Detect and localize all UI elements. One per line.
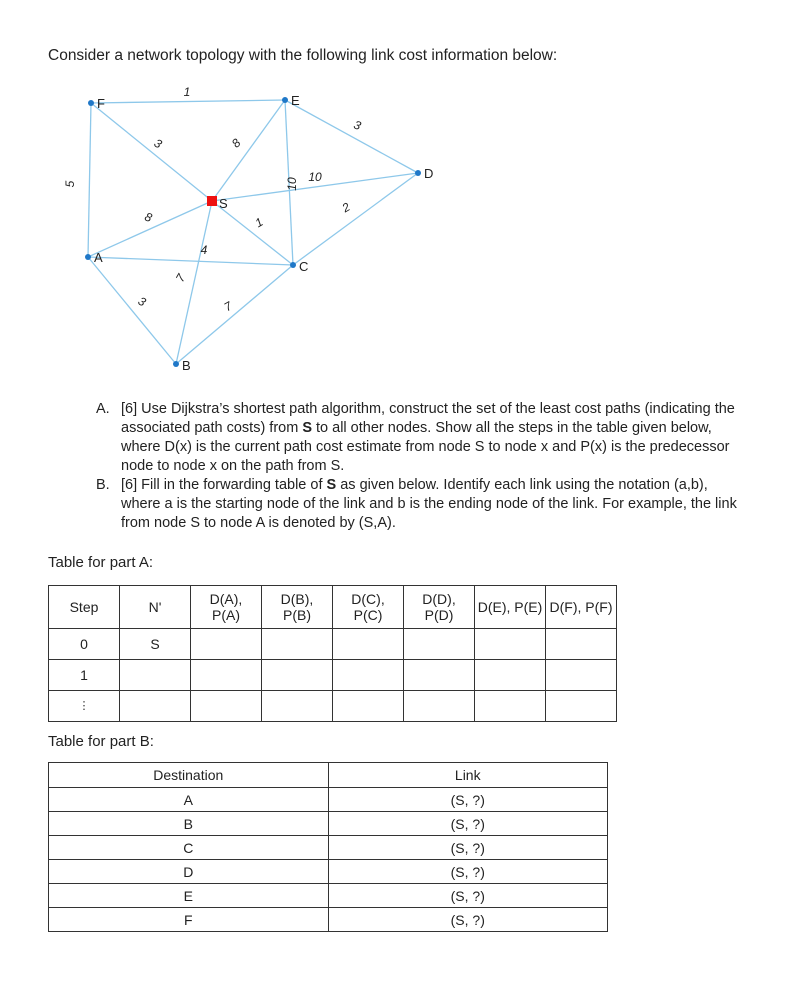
table-a-cell bbox=[475, 660, 546, 691]
table-b-cell: E bbox=[49, 884, 329, 908]
table-a-cell bbox=[120, 660, 191, 691]
node-c bbox=[290, 262, 296, 268]
intro-text: Consider a network topology with the following link cost information below: bbox=[48, 47, 558, 64]
table-a-cell bbox=[475, 691, 546, 722]
table-b-cell: (S, ?) bbox=[328, 908, 608, 932]
question-b bbox=[96, 476, 746, 533]
edge-cost-s-c: 1 bbox=[252, 214, 266, 231]
question-a bbox=[96, 400, 746, 476]
table-a-cell bbox=[404, 660, 475, 691]
node-label-b: B bbox=[182, 358, 191, 373]
edge-cost-a-c: 4 bbox=[200, 243, 208, 257]
question-a-text2: to all other nodes. Show all the steps in the table given below, where D(x) is the current path cost estimate from node S to node x and P(x) is the predecessor node to node x on the path from S. bbox=[121, 420, 730, 474]
node-label-a: A bbox=[94, 250, 103, 265]
table-b-cell: C bbox=[49, 836, 329, 860]
table-b-cell: B bbox=[49, 812, 329, 836]
edge-cost-d-c: 2 bbox=[339, 199, 353, 216]
edge-cost-f-e: 1 bbox=[183, 85, 191, 99]
node-label-f: F bbox=[97, 96, 105, 111]
table-a-header-cell: D(D), P(D) bbox=[404, 586, 475, 629]
edge-f-e bbox=[91, 100, 285, 103]
edge-cost-e-c: 10 bbox=[285, 177, 299, 191]
table-b-cell: D bbox=[49, 860, 329, 884]
question-b-letter: B. bbox=[96, 477, 110, 493]
node-e bbox=[282, 97, 288, 103]
table-b-header-cell: Destination bbox=[49, 763, 329, 788]
table-a-cell bbox=[191, 691, 262, 722]
question-b-bold: S bbox=[326, 477, 337, 493]
table-a-caption: Table for part A: bbox=[48, 554, 154, 571]
edge-a-b bbox=[88, 257, 176, 364]
question-b-text2: as given below. Identify each link using the notation (a,b), where a is the starting node of the link and b is the ending node of the link. For example, the link from node S to node A is denoted by (S,A). bbox=[121, 477, 737, 531]
table-a-cell bbox=[475, 629, 546, 660]
table-row bbox=[49, 908, 608, 932]
table-row bbox=[49, 629, 617, 660]
table-b-cell: F bbox=[49, 908, 329, 932]
table-a-header-cell: D(F), P(F) bbox=[546, 586, 617, 629]
edge-cost-s-d: 10 bbox=[308, 170, 322, 184]
table-a-cell: 1 bbox=[49, 660, 120, 691]
edge-f-s bbox=[91, 103, 212, 201]
node-s bbox=[207, 196, 217, 206]
table-a-header-cell: Step bbox=[49, 586, 120, 629]
edge-c-b bbox=[176, 265, 293, 364]
node-b bbox=[173, 361, 179, 367]
question-b-text: [6] Fill in the forwarding table of bbox=[121, 477, 327, 493]
table-b-caption: Table for part B: bbox=[48, 733, 154, 750]
table-a-cell bbox=[333, 660, 404, 691]
node-label-d: D bbox=[424, 166, 434, 181]
edge-f-a bbox=[88, 103, 91, 257]
table-a-cell bbox=[120, 691, 191, 722]
table-a-cell bbox=[191, 660, 262, 691]
table-a-header-cell: N' bbox=[120, 586, 191, 629]
table-a-cell bbox=[333, 691, 404, 722]
node-label-c: C bbox=[299, 259, 309, 274]
table-a-cell bbox=[262, 691, 333, 722]
edge-cost-s-a: 8 bbox=[142, 209, 154, 225]
question-a-text: [6] Use Dijkstra’s shortest path algorithm, construct the set of the least cost paths (indicating the associated path costs) from bbox=[121, 401, 735, 436]
table-a-cell bbox=[546, 660, 617, 691]
table-a-cell: 0 bbox=[49, 629, 120, 660]
table-row bbox=[49, 660, 617, 691]
table-a-header-cell: D(E), P(E) bbox=[475, 586, 546, 629]
node-a bbox=[85, 254, 91, 260]
table-a-cell: ⋮ bbox=[49, 691, 120, 722]
edge-a-c bbox=[88, 257, 293, 265]
table-a-header-cell: D(A), P(A) bbox=[191, 586, 262, 629]
question-a-letter: A. bbox=[96, 401, 110, 417]
table-a-cell bbox=[262, 629, 333, 660]
table-a-cell bbox=[546, 691, 617, 722]
edge-cost-f-s: 3 bbox=[151, 135, 165, 152]
edge-e-d bbox=[285, 100, 418, 173]
node-d bbox=[415, 170, 421, 176]
questions bbox=[96, 400, 746, 533]
table-b-cell: A bbox=[49, 788, 329, 812]
table-b-header-cell: Link bbox=[328, 763, 608, 788]
table-b-cell: (S, ?) bbox=[328, 812, 608, 836]
table-a-cell bbox=[333, 629, 404, 660]
edge-cost-e-d: 3 bbox=[351, 117, 363, 133]
table-a bbox=[48, 585, 617, 722]
edge-cost-e-s: 8 bbox=[228, 135, 244, 151]
table-b-cell: (S, ?) bbox=[328, 788, 608, 812]
table-row bbox=[49, 691, 617, 722]
table-row bbox=[49, 860, 608, 884]
table-row bbox=[49, 836, 608, 860]
table-b-cell: (S, ?) bbox=[328, 860, 608, 884]
table-a-header-cell: D(B), P(B) bbox=[262, 586, 333, 629]
table-a-cell bbox=[262, 660, 333, 691]
table-b-cell: (S, ?) bbox=[328, 836, 608, 860]
table-row bbox=[49, 788, 608, 812]
table-a-cell: S bbox=[120, 629, 191, 660]
table-a-cell bbox=[546, 629, 617, 660]
edge-cost-s-b: 7 bbox=[172, 271, 189, 285]
table-b-cell: (S, ?) bbox=[328, 884, 608, 908]
node-label-s: S bbox=[219, 196, 228, 211]
edge-cost-f-a: 5 bbox=[63, 180, 77, 188]
table-b bbox=[48, 762, 608, 932]
table-a-cell bbox=[404, 691, 475, 722]
table-a-cell bbox=[404, 629, 475, 660]
edge-e-s bbox=[212, 100, 285, 201]
table-row bbox=[49, 812, 608, 836]
network-topology-diagram bbox=[0, 0, 796, 380]
table-a-cell bbox=[191, 629, 262, 660]
edge-cost-a-b: 3 bbox=[135, 293, 149, 310]
node-f bbox=[88, 100, 94, 106]
table-a-header-cell: D(C), P(C) bbox=[333, 586, 404, 629]
node-label-e: E bbox=[291, 93, 300, 108]
edge-cost-c-b: 7 bbox=[221, 298, 235, 315]
table-row bbox=[49, 884, 608, 908]
question-a-bold: S bbox=[302, 420, 312, 436]
